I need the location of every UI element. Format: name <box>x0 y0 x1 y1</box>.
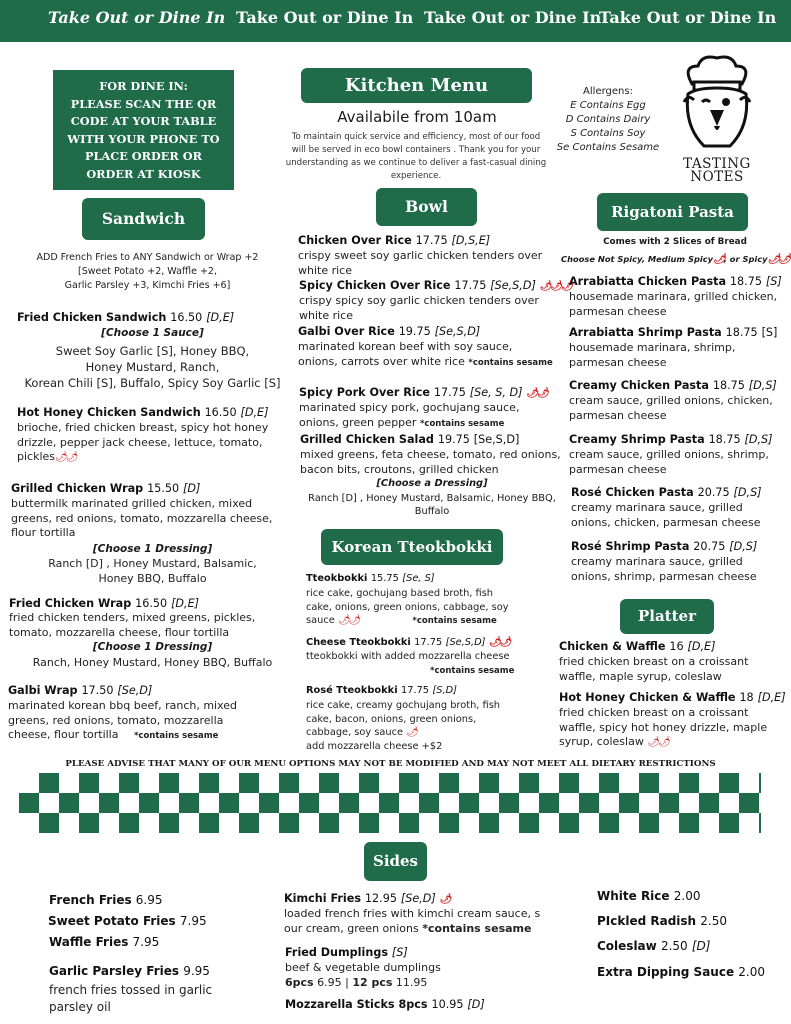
top-banner <box>0 0 791 42</box>
sauce-heading: [Choose 1 Sauce] <box>101 327 204 339</box>
side-desc: loaded french fries with kimchi cream sauce, s our cream, green onions *contains sesame <box>284 907 541 935</box>
menu-item-name: Rosé Chicken Pasta 20.75 [D,S] <box>571 486 762 499</box>
add-note-line: [Sweet Potato +2, Waffle +2, <box>78 266 217 277</box>
side-item: White Rice 2.00 <box>597 889 701 903</box>
menu-item-name: Rosé Tteokbokki 17.75 [S,D] <box>306 685 457 696</box>
menu-item-desc: cream sauce, grilled onions, shrimp, parmesan cheese <box>569 448 769 476</box>
side-desc: french fries tossed in garlic parsley oil <box>49 983 213 1014</box>
side-desc: beef & vegetable dumplings 6pcs 6.95 | 12 pcs 11.95 <box>285 961 441 989</box>
menu-item-name: Galbi Wrap 17.50 [Se,D] <box>8 684 153 697</box>
platter-title: Platter <box>620 599 714 634</box>
menu-item-desc: fried chicken breast on a croissant waffle, spicy hot honey drizzle, maple syrup, coleslaw 🌶🌶 <box>559 706 768 748</box>
allergen-item: S Contains Soy <box>570 128 646 139</box>
side-item: PIckled Radish 2.50 <box>597 914 728 928</box>
menu-item-name: Grilled Chicken Wrap 15.50 [D] <box>11 482 201 495</box>
sauce-line: Honey Mustard, Ranch, <box>85 360 220 374</box>
menu-item-desc: rice cake, gochujang based broth, fish cake, onions, green onions, cabbage, soy sauce 🌶🌶 *contains sesame <box>306 588 509 626</box>
side-item: Extra Dipping Sauce 2.00 <box>597 965 765 979</box>
sauce-options <box>20 343 285 391</box>
menu-item-desc: creamy marinara sauce, grilled onions, chicken, parmesan cheese <box>571 501 761 529</box>
banner-text: Take Out or Dine In <box>599 8 777 27</box>
menu-item-name: Cheese Tteokbokki 17.75 [Se,S,D] 🌶🌶 <box>306 637 511 648</box>
tasting-notes-logo <box>674 54 760 185</box>
menu-item-name: Chicken Over Rice 17.75 [D,S,E] <box>298 234 491 247</box>
chili-icon: 🌶🌶 <box>55 452 77 463</box>
menu-item-desc: cream sauce, grilled onions, chicken, parmesan cheese <box>569 394 773 422</box>
dressing-heading: [Choose 1 Dressing] <box>92 641 213 653</box>
menu-item-name: Grilled Chicken Salad 19.75 [Se,S,D] <box>300 433 520 446</box>
allergen-item: Se Contains Sesame <box>556 142 660 153</box>
side-item: Garlic Parsley Fries 9.95 <box>49 964 210 978</box>
menu-item-desc: creamy marinara sauce, grilled onions, shrimp, parmesan cheese <box>571 555 757 583</box>
menu-item-desc: buttermilk marinated grilled chicken, mixed greens, red onions, tomato, mozzarella cheese, flour tortilla <box>11 497 273 539</box>
allergens <box>548 85 668 155</box>
pasta-bread-note: Comes with 2 Slices of Bread <box>603 237 747 247</box>
side-item: Kimchi Fries 12.95 [Se,D] 🌶 <box>284 892 451 905</box>
menu-item-desc: marinated spicy pork, gochujang sauce, onions, green pepper *contains sesame <box>299 401 520 429</box>
allergen-item: D Contains Dairy <box>565 114 651 125</box>
sauce-line: Korean Chili [S], Buffalo, Spicy Soy Garlic [S] <box>24 376 281 390</box>
tteokbokki-title: Korean Tteokbokki <box>321 529 503 565</box>
menu-item-desc: fried chicken breast on a croissant waffle, maple syrup, coleslaw <box>559 655 749 683</box>
dine-in-box: FOR DINE IN: PLEASE SCAN THE QR CODE AT YOUR TABLE WITH YOUR PHONE TO PLACE ORDER OR ORDER AT KIOSK <box>53 70 234 190</box>
menu-item-desc: marinated korean bbq beef, ranch, mixed greens, red onions, tomato, mozzarella cheese, flour tortilla *contains sesame <box>8 699 238 741</box>
sandwich-title: Sandwich <box>82 198 205 240</box>
menu-item-desc: crispy sweet soy garlic chicken tenders over white rice <box>298 249 543 277</box>
bowl-title: Bowl <box>376 188 477 226</box>
side-item: Coleslaw 2.50 [D] <box>597 939 711 953</box>
menu-item-name: Chicken & Waffle 16 [D,E] <box>559 640 716 653</box>
menu-item-name: Galbi Over Rice 19.75 [Se,S,D] <box>298 325 481 338</box>
menu-item-desc: housemade marinara, shrimp, parmesan cheese <box>569 341 736 369</box>
chili-icon: 🌶🌶🌶 <box>539 281 572 292</box>
menu-item-name: Rosé Shrimp Pasta 20.75 [D,S] <box>571 540 758 553</box>
side-item: Waffle Fries 7.95 <box>49 935 160 949</box>
menu-item-name: Arrabiatta Chicken Pasta 18.75 [S] <box>569 275 782 288</box>
dressing-heading: [Choose 1 Dressing] <box>92 543 213 555</box>
chili-icon: 🌶🌶 <box>526 388 548 399</box>
side-item: Mozzarella Sticks 8pcs 10.95 [D] <box>285 998 485 1011</box>
menu-item-desc: crispy spicy soy garlic chicken tenders over white rice <box>299 294 539 322</box>
availability: Availabile from 10am <box>337 108 497 126</box>
menu-item-name: Spicy Chicken Over Rice 17.75 [Se,S,D] 🌶🌶🌶 <box>299 279 572 292</box>
add-note-line: Garlic Parsley +3, Kimchi Fries +6] <box>64 280 231 291</box>
side-item: French Fries 6.95 <box>49 893 163 907</box>
menu-item-name: Arrabiatta Shrimp Pasta 18.75 [S] <box>569 326 778 339</box>
logo-text: TASTING NOTES <box>683 156 751 185</box>
add-note-line: ADD French Fries to ANY Sandwich or Wrap +2 <box>36 252 259 263</box>
kitchen-menu-title: Kitchen Menu <box>301 68 532 103</box>
menu-item-name: Fried Chicken Wrap 16.50 [D,E] <box>9 597 200 610</box>
menu-item-desc: fried chicken tenders, mixed greens, pickles, tomato, mozzarella cheese, flour tortilla <box>9 611 256 639</box>
sandwich-add-note <box>15 251 280 293</box>
menu-item-name: Spicy Pork Over Rice 17.75 [Se, S, D] 🌶🌶 <box>299 386 548 399</box>
checker-divider <box>19 773 761 833</box>
menu-item-desc: rice cake, creamy gochujang broth, fish cake, bacon, onions, green onions, cabbage, soy sauce 🌶 add mozzarella cheese +$2 <box>306 700 501 752</box>
menu-item-name: Hot Honey Chicken & Waffle 18 [D,E] <box>559 691 786 704</box>
menu-item-name: Hot Honey Chicken Sandwich 16.50 [D,E] <box>17 406 269 419</box>
menu-item-desc: tteokbokki with added mozzarella cheese *contains sesame <box>306 651 515 676</box>
banner-text: Take Out or Dine In <box>48 8 226 27</box>
dressing-options: Ranch, Honey Mustard, Honey BBQ, Buffalo <box>32 656 273 669</box>
allergen-item: E Contains Egg <box>570 100 646 111</box>
dressing-options: Ranch [D] , Honey Mustard, Balsamic, Honey BBQ, Buffalo <box>48 557 257 585</box>
menu-item-name: Creamy Shrimp Pasta 18.75 [D,S] <box>569 433 773 446</box>
menu-item-desc: housemade marinara, grilled chicken, parmesan cheese <box>569 290 778 318</box>
banner-text: Take Out or Dine In <box>236 8 414 27</box>
dressing-heading: [Choose a Dressing] <box>376 478 488 489</box>
menu-item-desc: brioche, fried chicken breast, spicy hot honey drizzle, pepper jack cheese, lettuce, tomato, pickles🌶🌶 <box>17 421 269 463</box>
dressing-options: Ranch [D] , Honey Mustard, Balsamic, Honey BBQ, Buffalo <box>308 493 556 517</box>
menu-item-name: Fried Chicken Sandwich 16.50 [D,E] <box>17 311 235 324</box>
allergens-title: Allergens: <box>583 86 633 97</box>
kitchen-note: To maintain quick service and efficiency, most of our food will be served in eco bowl containers . Thank you for your understanding as we continue to deliver a fast-casual dining experience. <box>285 132 547 181</box>
sides-title: Sides <box>364 842 427 881</box>
advisory-text: PLEASE ADVISE THAT MANY OF OUR MENU OPTIONS MAY NOT BE MODIFIED AND MAY NOT MEET ALL DIETARY RESTRICTIONS <box>65 759 716 769</box>
banner-text: Take Out or Dine In <box>424 8 602 27</box>
menu-item-name: Creamy Chicken Pasta 18.75 [D,S] <box>569 379 777 392</box>
side-item: Sweet Potato Fries 7.95 <box>48 914 207 928</box>
pasta-title: Rigatoni Pasta <box>597 193 748 231</box>
chef-chicken-icon <box>674 54 760 154</box>
pasta-spice-note: Choose Not Spicy, Medium Spicy🌶, or Spicy🌶🌶 <box>561 254 789 265</box>
menu-item-name: Tteokbokki 15.75 [Se, S] <box>306 573 435 584</box>
menu-item-desc: marinated korean beef with soy sauce, onions, carrots over white rice *contains sesame <box>298 340 553 368</box>
menu-item-desc: mixed greens, feta cheese, tomato, red onions, bacon bits, croutons, grilled chicken <box>300 448 561 476</box>
side-item: Fried Dumplings [S] <box>285 946 408 959</box>
sauce-line: Sweet Soy Garlic [S], Honey BBQ, <box>55 344 250 358</box>
